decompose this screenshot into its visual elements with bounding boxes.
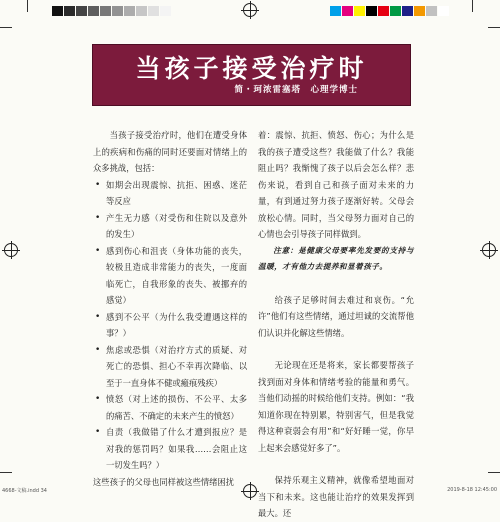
closing-paragraph: 这些孩子的父母也同样被这些情绪困扰 — [93, 476, 235, 487]
color-swatch — [160, 6, 171, 16]
list-item: • 产生无力感（对受伤和住院以及意外的发生） — [93, 210, 247, 243]
author-byline: 简・珂浓雷塞塔 心理学博士 — [234, 85, 358, 95]
crop-mark — [27, 0, 28, 12]
color-swatch — [426, 6, 437, 16]
paragraph: 无论现在还是将来，家长都要帮孩子找到面对身体和情绪考验的能量和勇气。当他们动摇的时候给他们支持。例如：“我知道你现在特别累，特别害气，但是我觉得这种衰弱会有用”和“好好睡一觉，你早上起来会感觉好多了”。 — [258, 360, 414, 453]
color-swatch — [402, 6, 413, 16]
color-swatch — [366, 6, 377, 16]
color-swatch — [100, 6, 111, 16]
registration-mark-icon — [4, 243, 18, 257]
color-swatch — [88, 6, 99, 16]
color-swatch — [64, 6, 75, 16]
color-swatch — [378, 6, 389, 16]
color-swatch — [136, 6, 147, 16]
print-slug-right: 2019-8-18 12:45:00 — [447, 487, 497, 493]
emotion-list — [93, 177, 247, 474]
crop-mark — [0, 472, 12, 473]
color-swatch — [390, 6, 401, 16]
crop-mark — [472, 0, 473, 12]
color-swatch — [112, 6, 123, 16]
color-bar-gray — [52, 6, 172, 16]
color-swatch — [414, 6, 425, 16]
color-swatch — [52, 6, 63, 16]
color-swatch — [354, 6, 365, 16]
paragraph: 给孩子足够时间去难过和哀伤。“允许”他们有这些情绪，通过坦诚的交流帮他们认识并化解这些情绪。 — [258, 294, 414, 338]
list-item: • 如期会出现震惊、抗拒、困惑、迷茫等反应 — [93, 177, 247, 210]
right-column — [258, 127, 414, 522]
registration-mark-icon — [243, 3, 257, 17]
paragraph: 保持乐观主义精神，就像希望地面对当下和未来。这也能让治疗的效果发挥到最大。还 — [258, 475, 414, 518]
crop-mark — [0, 27, 12, 28]
color-swatch — [148, 6, 159, 16]
color-swatch — [330, 6, 341, 16]
title-banner — [92, 44, 411, 106]
crop-mark — [488, 27, 500, 28]
crop-mark — [488, 472, 500, 473]
color-swatch — [438, 6, 449, 16]
list-item: • 焦虑或恐惧（对治疗方式的质疑、对死亡的恐惧、担心不幸再次降临、以至于一直身体不健或瘢痕残疾） — [93, 342, 247, 392]
list-item: • 感到不公平（为什么我受遭遇这样的事？） — [93, 309, 247, 342]
intro-paragraph: 当孩子接受治疗时，他们在遭受身体上的疾病和伤痛的同时还要面对情绪上的众多挑战，包括： — [93, 130, 247, 173]
paragraph: 着：震惊、抗拒、愤怒、伤心；为什么是我的孩子遭受这些？我能做了什么？我能阻止吗？我惭愧了孩子以后会怎么样？悲伤来说，看到自己和孩子面对未来的力量，有到通过努力孩子逐渐好转。父母会放松心情。同时，当父母努力面对自己的心情也会引导孩子同样做到。 — [258, 130, 414, 239]
color-swatch — [124, 6, 135, 16]
list-item: • 自责（我做错了什么才遭到报应？是对我的惩罚吗？如果我……会阻止这一切发生吗？） — [93, 424, 247, 474]
color-bar-cmyk — [330, 6, 450, 16]
list-item: • 感到伤心和沮丧（身体功能的丧失，较极且造成非常能力的丧失，一度面临死亡，自我形象的丧失、被挪弃的感觉） — [93, 243, 247, 309]
registration-mark-icon — [482, 243, 496, 257]
color-swatch — [76, 6, 87, 16]
page-title: 当孩子接受治疗时 — [135, 54, 368, 83]
list-item: • 愤怒（对上述的损伤、不公平、太多的痛苦、不确定的未来产生的愤怒） — [93, 391, 247, 424]
emphasis-quote: 注意：是健康父母要率先发要的支持与温暖，才有他力去提养和显着孩子。 — [258, 245, 414, 271]
color-swatch — [342, 6, 353, 16]
left-column — [93, 127, 247, 490]
print-slug-left: 4668-文稿.indd 34 — [2, 488, 47, 494]
